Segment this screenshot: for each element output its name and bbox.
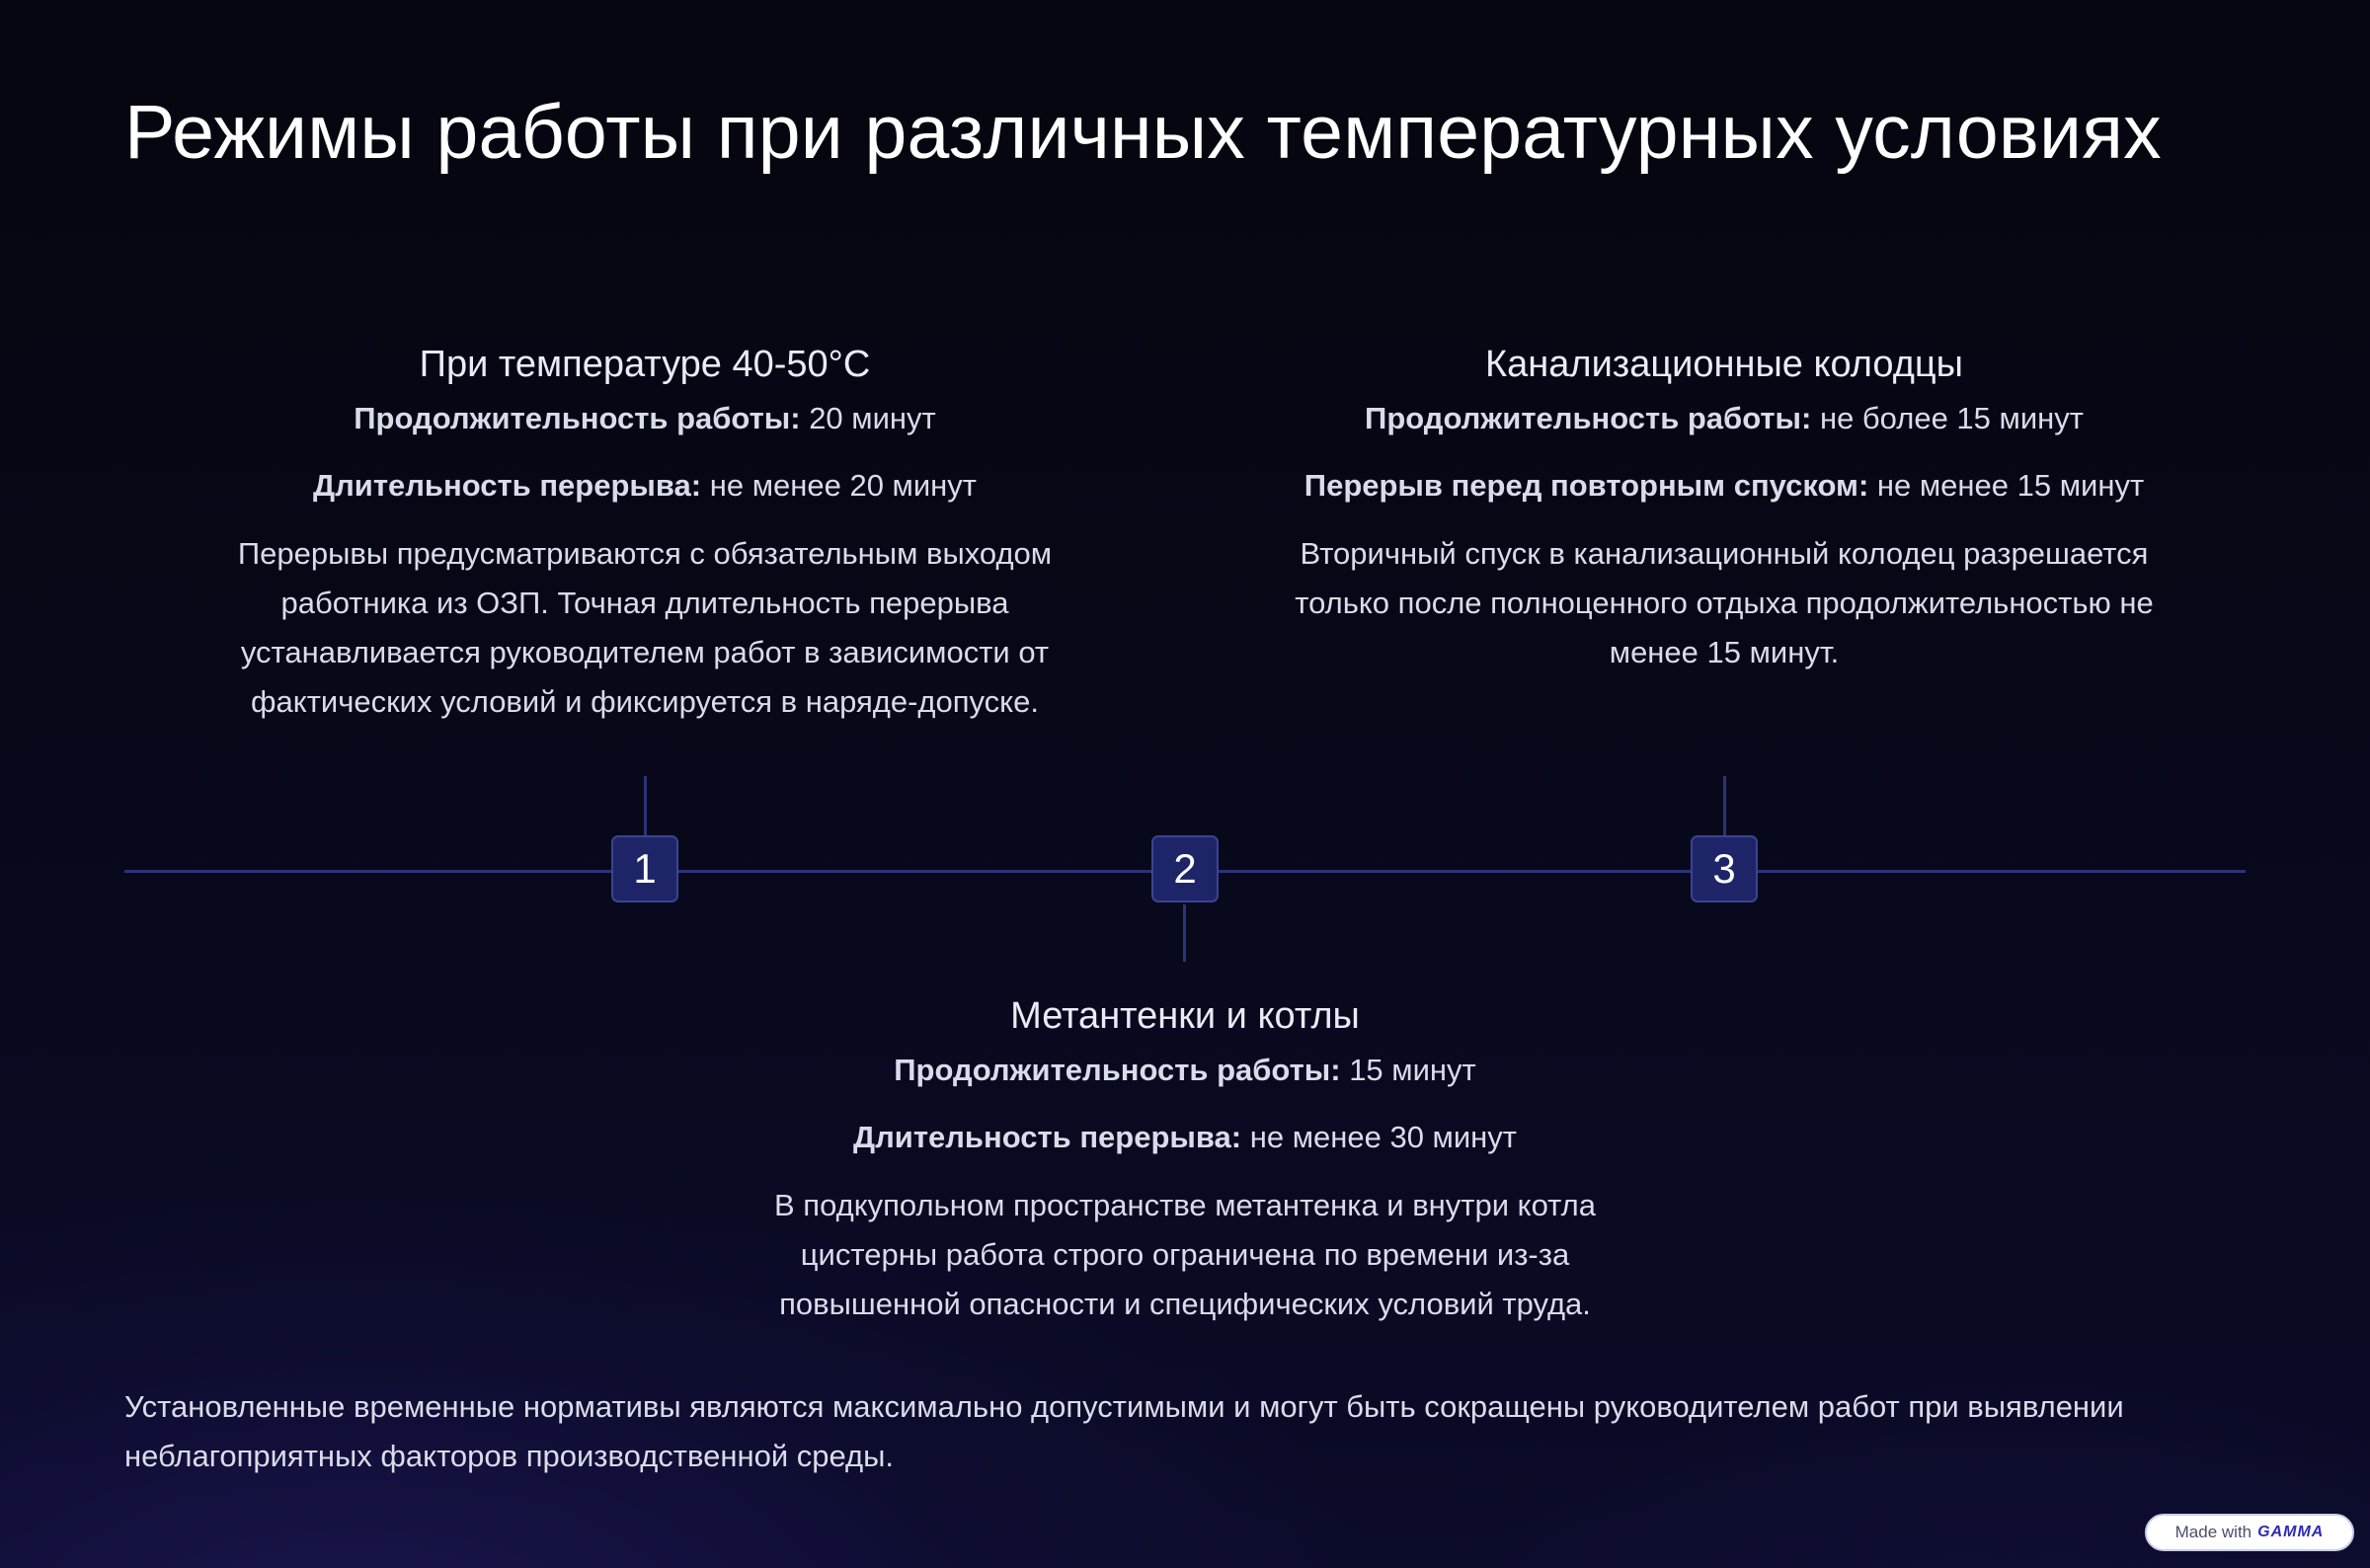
step-badge-3: 3 [1691, 835, 1758, 902]
card-sewer-wells [1276, 340, 2172, 677]
card-description: В подкупольном пространстве метантенка и внутри котла цистерны работа строго ограничена по времени из-за повышенной опасности и специфических условий труда. [774, 1188, 1596, 1321]
work-duration-row [1276, 399, 2172, 438]
break-duration-label: Длительность перерыва: [852, 1120, 1242, 1154]
card-description: Перерывы предусматриваются с обязательным выходом работника из ОЗП. Точная длительность перерыва устанавливается руководителем работ в зависимости от фактических условий и фиксируется в наряде-допуске. [237, 536, 1053, 719]
timeline-connector-2 [1183, 904, 1186, 962]
break-duration-value: не менее 30 минут [1241, 1120, 1518, 1154]
break-duration-row [198, 466, 1092, 506]
work-duration-row [198, 399, 1092, 438]
timeline-connector-3 [1723, 776, 1726, 835]
work-duration-value: 20 минут [800, 401, 936, 435]
made-with-label: Made with [2174, 1523, 2252, 1541]
card-description: Вторичный спуск в канализационный колодец разрешается только после полноценного отдыха продолжительностью не менее 15 минут. [1295, 536, 2154, 669]
gamma-logo: GAMMA [2257, 1524, 2325, 1540]
break-before-descent-label: Перерыв перед повторным спуском: [1304, 468, 1869, 503]
footer-note: Установленные временные нормативы являются максимально допустимыми и могут быть сокращены руководителем работ при выявлении неблагоприятных факторов производственной среды. [124, 1389, 2124, 1473]
card-temperature-40-50 [198, 340, 1092, 727]
card-methane-tanks-boilers [737, 991, 1633, 1329]
break-duration-label: Длительность перерыва: [312, 468, 702, 503]
made-with-gamma-badge[interactable] [2145, 1514, 2354, 1551]
work-duration-value: не более 15 минут [1811, 401, 2084, 435]
timeline-connector-1 [644, 776, 647, 835]
step-badge-2: 2 [1151, 835, 1219, 902]
work-duration-value: 15 минут [1340, 1053, 1476, 1087]
break-duration-row [737, 1118, 1633, 1157]
page-title: Режимы работы при различных температурных условиях [124, 90, 2162, 175]
break-before-descent-row [1276, 466, 2172, 506]
work-duration-row [737, 1051, 1633, 1090]
work-duration-label: Продолжительность работы: [1365, 401, 1812, 435]
break-duration-value: не менее 20 минут [701, 468, 978, 503]
work-duration-label: Продолжительность работы: [354, 401, 801, 435]
break-before-descent-value: не менее 15 минут [1868, 468, 2145, 503]
work-duration-label: Продолжительность работы: [894, 1053, 1341, 1087]
card-title: Канализационные колодцы [1485, 344, 1963, 385]
card-title: При температуре 40-50°C [419, 344, 871, 385]
card-title: Метантенки и котлы [1010, 995, 1360, 1037]
step-badge-1: 1 [611, 835, 678, 902]
